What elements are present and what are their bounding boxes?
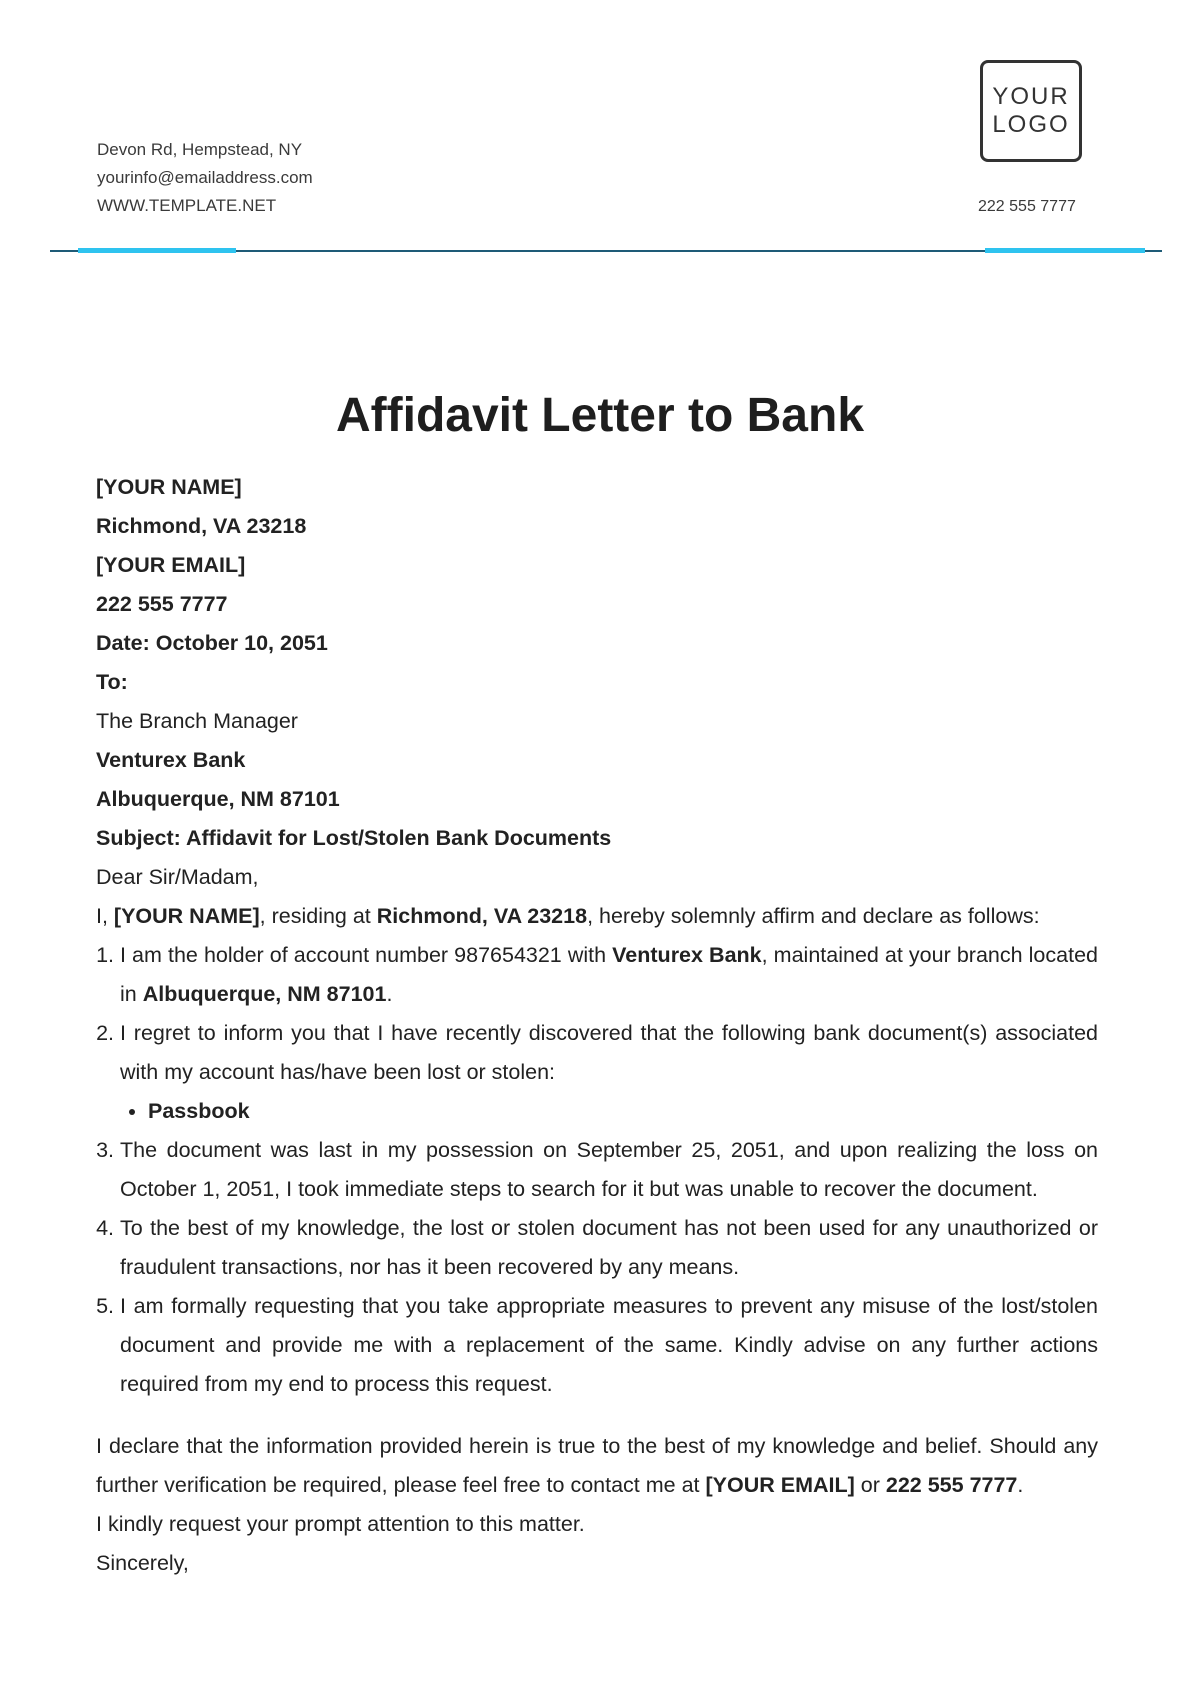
intro-paragraph: I, [YOUR NAME], residing at Richmond, VA 23218, hereby solemnly affirm and declare as follows: [96, 904, 1040, 928]
sender-address: Richmond, VA 23218 [96, 514, 307, 538]
sub-list-item: • Passbook [148, 1092, 1098, 1131]
letter-date: Date: October 10, 2051 [96, 631, 328, 655]
declaration-paragraph: I declare that the information provided herein is true to the best of my knowledge and belief. Should any further verification be required, please feel free to contact me at [YOUR EMAIL] or 222 555 7777. [96, 1434, 1098, 1497]
header-website: WWW.TEMPLATE.NET [97, 196, 277, 215]
logo [980, 60, 1082, 162]
divider-accent-left [78, 248, 236, 253]
declaration-phone: 222 555 7777 [885, 1473, 1018, 1497]
salutation: Dear Sir/Madam, [96, 865, 259, 889]
declaration-list [96, 936, 1098, 1404]
divider-accent-right [985, 248, 1145, 253]
list-item: 1. I am the holder of account number 987654321 with Venturex Bank, maintained at your branch located in Albuquerque, NM 87101. [120, 936, 1098, 1014]
subject-line: Subject: Affidavit for Lost/Stolen Bank Documents [96, 826, 612, 850]
list-item: 2. I regret to inform you that I have recently discovered that the following bank document(s) associated with my account has/have been lost or stolen: • Passbook [120, 1014, 1098, 1131]
header-contact [97, 136, 313, 220]
header-email: yourinfo@emailaddress.com [97, 168, 313, 187]
to-label: To: [96, 670, 128, 694]
sender-email: [YOUR EMAIL] [96, 553, 246, 577]
logo-line1: YOUR [992, 83, 1070, 110]
page-title: Affidavit Letter to Bank [335, 389, 865, 442]
header-address: Devon Rd, Hempstead, NY [97, 140, 303, 159]
sender-phone: 222 555 7777 [96, 592, 228, 616]
request-line: I kindly request your prompt attention to this matter. [96, 1512, 585, 1536]
logo-line2: LOGO [992, 111, 1070, 138]
recipient-title: The Branch Manager [96, 709, 298, 733]
list-item: 4. To the best of my knowledge, the lost or stolen document has not been used for any unauthorized or fraudulent transactions, nor has it been recovered by any means. [120, 1209, 1098, 1287]
declaration-email: [YOUR EMAIL] [705, 1473, 855, 1497]
recipient-address: Albuquerque, NM 87101 [96, 787, 340, 811]
recipient-bank: Venturex Bank [96, 748, 246, 772]
closing-line: Sincerely, [96, 1551, 189, 1575]
intro-address: Richmond, VA 23218 [376, 904, 588, 928]
document-sublist [120, 1092, 1098, 1131]
letter-body [96, 468, 1098, 1583]
header-phone: 222 555 7777 [978, 198, 1076, 215]
sender-name: [YOUR NAME] [96, 475, 242, 499]
list-item: 5. I am formally requesting that you take appropriate measures to prevent any misuse of the lost/stolen document and provide me with a replacement of the same. Kindly advise on any further actions required from my end to process this request. [120, 1287, 1098, 1404]
intro-name: [YOUR NAME] [113, 904, 260, 928]
list-item: 3. The document was last in my possession on September 25, 2051, and upon realizing the loss on October 1, 2051, I took immediate steps to search for it but was unable to recover the document. [120, 1131, 1098, 1209]
